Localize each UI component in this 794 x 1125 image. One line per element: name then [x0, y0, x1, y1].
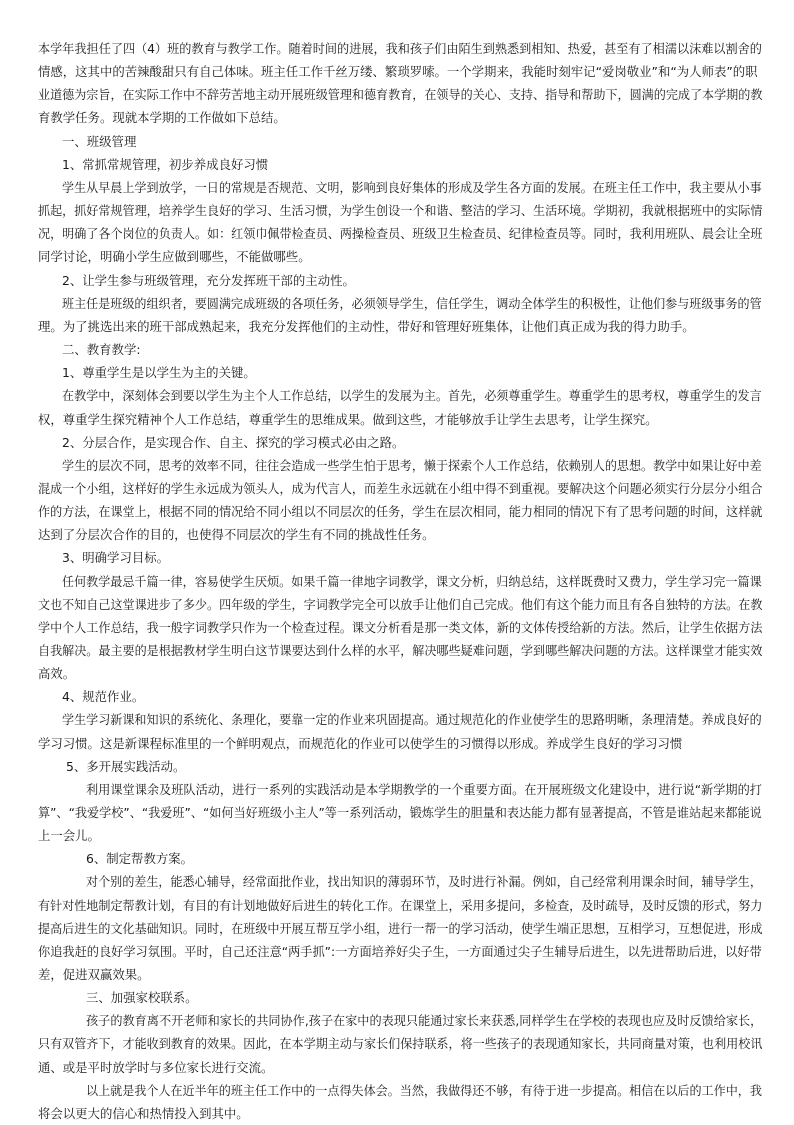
text-line: 文也不知自己这堂课进步了多少。四年级的学生，字词教学完全可以放手让他们自己完成。他们有这个能力而且有各自独特的方法。在教	[38, 597, 763, 612]
subsection-heading: 1、尊重学生是以学生为主的关键。	[62, 365, 256, 380]
subsection-heading: 3、明确学习目标。	[62, 550, 170, 565]
text-line: 同学讨论，明确小学生应做到哪些，不能做哪些。	[38, 249, 311, 264]
text-line: 将会以更大的信心和热情投入到其中。	[38, 1106, 249, 1121]
text-line: 学生的层次不同，思考的效率不同，往往会造成一些学生怕于思考，懒于探索个人工作总结，依赖别人的思想。教学中如果让好中差	[62, 458, 762, 473]
text-line: 以上就是我个人在近半年的班主任工作中的一点得失体会。当然，我做得还不够，有待于进一步提高。相信在以后的工作中，我	[86, 1083, 762, 1098]
text-line: 提高后进生的文化基础知识。同时，在班级中开展互帮互学小组，进行一帮一的学习活动，使学生端正思想，互相学习，互想促进，形成	[38, 921, 763, 936]
text-line: 利用课堂课余及班队活动，进行一系列的实践活动是本学期教学的一个重要方面。在开展班级文化建设中，进行说“新学期的打	[86, 782, 762, 797]
text-line: 班主任是班级的组织者，要圆满完成班级的各项任务，必须领导学生，信任学生，调动全体学生的积极性，让他们参与班级事务的管	[62, 296, 762, 311]
text-line: 学中个人工作总结，我一般字词教学只作为一个检查过程。课文分析看是那一类文体，新的文体传授给新的方法。然后，让学生依据方法	[38, 620, 763, 635]
text-line: 权，尊重学生探究精神个人工作总结，尊重学生的思维成果。做到这些，才能够放手让学生去思考，让学生探究。	[38, 412, 658, 427]
text-line: 在教学中，深刻体会到要以学生为主个人工作总结，以学生的发展为主。首先，必须尊重学生。尊重学生的思考权，尊重学生的发言	[62, 388, 762, 403]
text-line: 抓起，抓好常规管理，培养学生良好的学习、生活习惯，为学生创设一个和谐、整洁的学习、生活环境。学期初，我就根据班中的实际情	[38, 203, 763, 218]
text-line: 学生从早晨上学到放学，一日的常规是否规范、文明，影响到良好集体的形成及学生各方面的发展。在班主任工作中，我主要从小事	[62, 180, 762, 195]
text-line: 育教学任务。现就本学期的工作做如下总结。	[38, 110, 286, 125]
text-line: 况，明确了各个岗位的负责人。如：红领巾佩带检查员、两操检查员、班级卫生检查员、纪律检查员等。同时，我利用班队、晨会让全班	[38, 226, 763, 241]
subsection-heading: 2、分层合作，是实现合作、自主、探究的学习模式必由之路。	[62, 435, 405, 450]
text-line: 达到了分层次合作的目的，也使得不同层次的学生有不同的挑战性任务。	[38, 527, 435, 542]
text-line: 孩子的教育离不开老师和家长的共同协作,孩子在家中的表现只能通过家长来获悉,同样学生在学校的表现也应及时反馈给家长，	[86, 1013, 763, 1028]
text-line: 业道德为宗旨，在实际工作中不辞劳苦地主动开展班级管理和德育教育，在领导的关心、支持、指导和帮助下，圆满的完成了本学期的教	[38, 87, 763, 102]
text-line: 理。为了挑选出来的班干部成熟起来，我充分发挥他们的主动性，带好和管理好班集体，让他们真正成为我的得力助手。	[38, 319, 695, 334]
subsection-heading: 2、让学生参与班级管理，充分发挥班干部的主动性。	[62, 273, 355, 288]
section-heading: 三、加强家校联系。	[86, 990, 198, 1005]
text-line: 任何教学最忌千篇一律，容易使学生厌烦。如果千篇一律地字词教学，课文分析，归纳总结，这样既费时又费力，学生学习完一篇课	[62, 574, 762, 589]
text-line: 有针对性地制定帮教计划，有目的有计划地做好后进生的转化工作。在课堂上，采用多提问，多检查，及时疏导，及时反馈的形式，努力	[38, 898, 763, 913]
text-line: 混成一个小组，这样好的学生永远成为领头人，成为代言人，而差生永远就在小组中得不到重视。要解决这个问题必须实行分层分小组合	[38, 481, 763, 496]
subsection-heading: 1、常抓常规管理，初步养成良好习惯	[62, 157, 269, 172]
subsection-heading: 4、规范作业。	[62, 689, 145, 704]
text-line: 通、或是平时放学时与多位家长进行交流。	[38, 1060, 274, 1075]
text-line: 算”、“我爱学校”、“我爱班”、“如何当好班级小主人”等一系列活动，锻炼学生的胆量和表达能力都有显著提高，不管是谁站起来都能说	[38, 805, 762, 820]
text-line: 作的方法，在课堂上，根据不同的情况给不同小组以不同层次的任务，学生在层次相同，能力相同的情况下有了思考问题的时间，这样就	[38, 504, 763, 519]
text-line: 差，促进双赢效果。	[38, 967, 150, 982]
text-line: 自我解决。最主要的是根据教材学生明白这节课要达到什么样的水平，解决哪些疑难问题，学到哪些解决问题的方法。这样课堂才能实效	[38, 643, 763, 658]
section-heading: 二、教育教学:	[62, 342, 141, 357]
section-heading: 一、班级管理	[62, 134, 137, 149]
text-line: 你追我赶的良好学习氛围。平时，自己还注意“两手抓”:一方面培养好尖子生，一方面通过尖子生辅导后进生，以先进帮助后进，以好带	[38, 944, 762, 959]
text-line: 学习习惯。这是新课程标准里的一个鲜明观点，而规范化的作业可以使学生的习惯得以形成。养成学生良好的学习习惯	[38, 736, 683, 751]
text-line: 上一会儿。	[38, 828, 100, 843]
text-line: 对个别的差生，能悉心辅导，经常面批作业，找出知识的薄弱环节，及时进行补漏。例如，自己经常利用课余时间，辅导学生，	[86, 874, 762, 889]
text-line: 高效。	[38, 666, 76, 681]
text-line: 本学年我担任了四（4）班的教育与教学工作。随着时间的进展，我和孩子们由陌生到熟悉到相知、热爱，甚至有了相濡以沫难以割舍的	[38, 41, 762, 56]
text-line: 情感，这其中的苦辣酸甜只有自己体味。班主任工作千丝万缕、繁琐罗嗦。一个学期来，我能时刻牢记“爱岗敬业”和“为人师表”的职	[38, 64, 758, 79]
subsection-heading: 5、多开展实践活动。	[66, 759, 186, 774]
text-line: 只有双管齐下，才能收到教育的效果。因此，在本学期主动与家长们保持联系，将一些孩子的表现通知家长，共同商量对策，也利用校讯	[38, 1036, 763, 1051]
text-line: 学生学习新课和知识的系统化、条理化，要靠一定的作业来巩固提高。通过规范化的作业使学生的思路明晰，条理清楚。养成良好的	[62, 712, 762, 727]
subsection-heading: 6、制定帮教方案。	[86, 851, 194, 866]
